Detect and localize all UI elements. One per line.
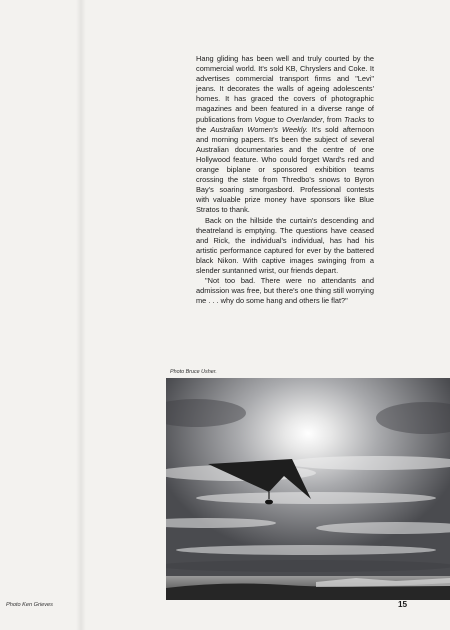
article-text-column (196, 54, 374, 306)
text-run: to (275, 114, 287, 124)
italic-title: Overlander (286, 114, 323, 124)
article-paragraph (196, 216, 374, 277)
text-run: It's sold afternoon and morning papers. It's been the subject of several Australian documentaries and the centre of one Hollywood feature. Who could forget Ward's red and orange biplane or sponsored exhibition teams crossing the state from Thredbo's snows to Byron Bay's soaring smorgasbord. Professional contests with valuable prize money have sponsors like Blue Stratos to thank. (196, 124, 374, 215)
page-fold-shadow (76, 0, 86, 630)
text-run: "Not too bad. There were no attendants and admission was free, but there's one thing still worrying me . . . why do some hang and others lie flat?" (196, 276, 374, 306)
italic-title: Australian Women's Weekly. (210, 124, 308, 134)
italic-title: Vogue (254, 114, 276, 124)
hang-glider-photo (166, 378, 450, 600)
text-run: to the (196, 114, 375, 134)
text-run: , from (322, 114, 344, 124)
article-paragraph (196, 276, 374, 306)
photo-illustration (166, 378, 450, 600)
italic-title: Tracks (343, 114, 366, 124)
text-run: Hang gliding has been well and truly courted by the commercial world. It's sold KB, Chryslers and Coke. It advertises commercial transport firms and "Levi" jeans. It decorates the walls of ageing adolescents' homes. It has graced the covers of photographic magazines and been featured in a diverse range of publications from (196, 54, 374, 124)
article-paragraph (196, 54, 374, 216)
page-number: 15 (398, 600, 408, 609)
text-run: Back on the hillside the curtain's descending and theatreland is emptying. The questions have ceased and Rick, the individual's individual, has had his artistic performance captured for ever by the battered black Nikon. With captive images swinging from a slender suntanned wrist, our friends depart. (196, 215, 374, 275)
photo-credit-bottom: Photo Ken Grieves (6, 602, 53, 608)
photo-credit-top: Photo Bruce Usher. (170, 369, 217, 375)
